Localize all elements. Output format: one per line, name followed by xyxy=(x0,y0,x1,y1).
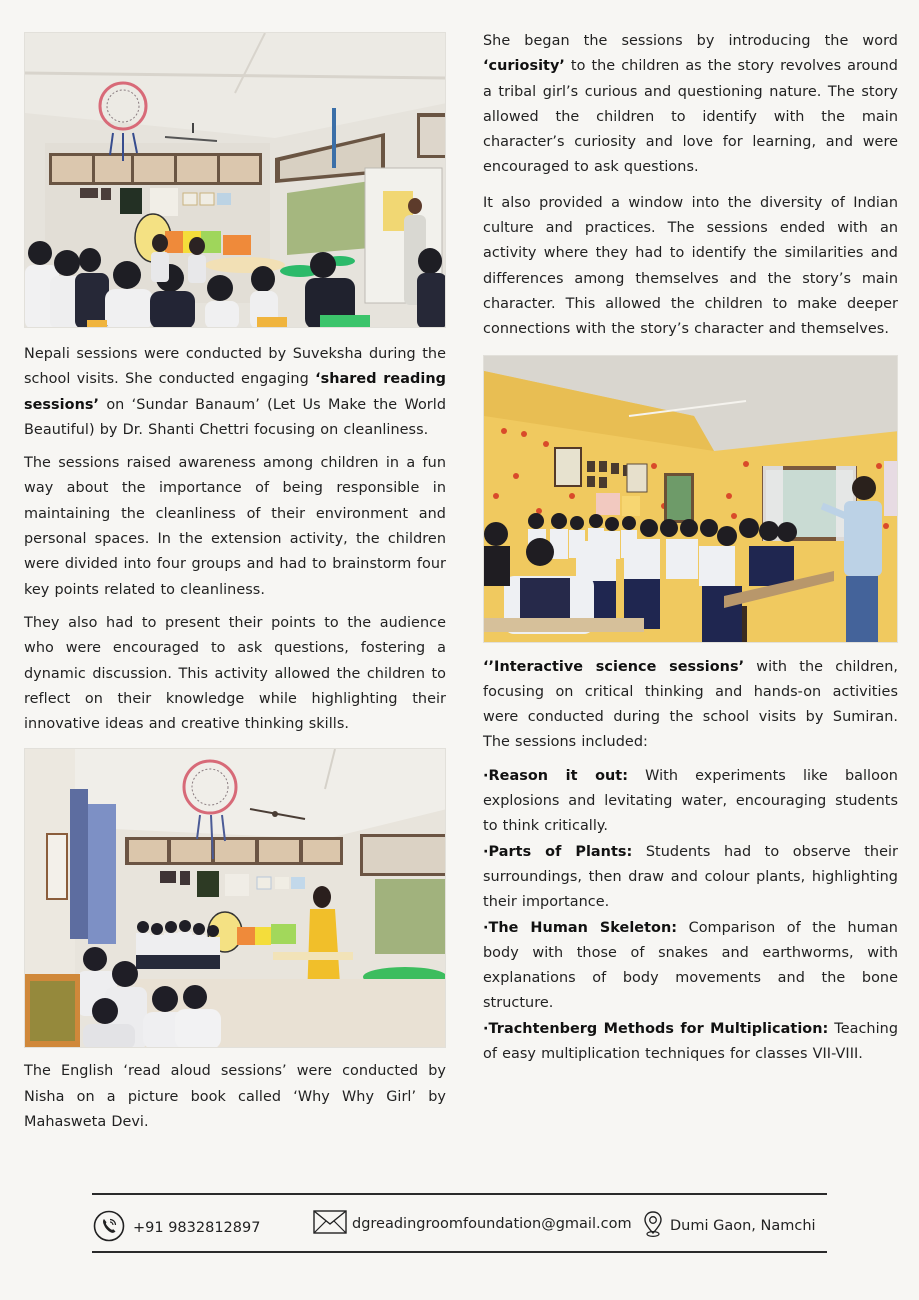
paragraph-english-sessions: The English ‘read aloud sessions’ were conducted by Nisha on a picture book called ‘Why Why Girl’ by Mahasweta Devi. xyxy=(24,1063,446,1131)
classroom-scene-1 xyxy=(25,33,446,328)
paragraph-diversity: It also provided a window into the diversity of Indian culture and practices. The sessions ended with an activity where they had to identify the similarities and differences among themselves and the story’s main character. This allowed the children to make deeper connections with the story’s character and themselves. xyxy=(483,194,898,338)
bold-word-curiosity: ‘curiosity’ xyxy=(483,58,565,75)
classroom-scene-2 xyxy=(25,749,446,1048)
footer-email[interactable] xyxy=(313,1210,632,1238)
paragraph-awareness: The sessions raised awareness among children in a fun way about the importance of being responsible in maintaining the cleanliness of their environment and personal spaces. In the extension activity, the children were divided into four groups and had to brainstorm four key points related to cleanliness. xyxy=(24,455,446,598)
footer-location xyxy=(642,1210,816,1242)
text: to the children as the story revolves around a tribal girl’s curious and questioning nature. The story allowed the children to identify with the main character’s curiosity and love for learning, and were encouraged to ask questions. xyxy=(483,58,898,176)
photo-science-session xyxy=(483,355,898,643)
bold-phrase-interactive-science: ‘’Interactive science sessions’ xyxy=(483,658,745,675)
location-text: Dumi Gaon, Namchi xyxy=(670,1218,816,1234)
bullet-title: ·The Human Skeleton: xyxy=(483,919,678,936)
paragraph-curiosity xyxy=(483,29,898,181)
text: She began the sessions by introducing the word xyxy=(483,33,898,49)
classroom-scene-3 xyxy=(484,356,898,643)
left-column xyxy=(24,32,446,1135)
bullet-human-skeleton xyxy=(483,916,898,1017)
paragraph-present-points: They also had to present their points to the audience who were encouraged to ask questions, fostering a dynamic discussion. This activity allowed the children to reflect on their knowledge while highlighting their innovative ideas and creative thinking skills. xyxy=(24,614,446,733)
paragraph-nepali-sessions xyxy=(24,342,446,443)
bullet-title: ·Reason it out: xyxy=(483,767,629,784)
bullet-text: Comparison of the human body with those of snakes and earthworms, with explanations of body movements and the bone structure. xyxy=(483,919,898,1012)
bullet-text: With experiments like balloon explosions and levitating water, encouraging students to think critically. xyxy=(483,767,898,835)
location-pin-icon xyxy=(642,1210,664,1242)
bullet-parts-of-plants xyxy=(483,840,898,916)
footer-phone[interactable] xyxy=(93,1210,260,1246)
bold-phrase-shared-reading: ‘shared reading sessions’ xyxy=(24,371,446,413)
text: Nepali sessions were conducted by Suveksha during the school visits. She conducted engaging xyxy=(24,346,446,388)
bullet-title: ·Trachtenberg Methods for Multiplication: xyxy=(483,1020,829,1037)
paragraph-science-sessions xyxy=(483,655,898,756)
text: with the children, focusing on critical thinking and hands-on activities were conducted during the school visits by Sumiran. The sessions included: xyxy=(483,658,898,751)
bullet-text: Teaching of easy multiplication techniques for classes VII-VIII. xyxy=(483,1020,899,1063)
footer-bottom-rule xyxy=(92,1251,827,1253)
photo-english-session xyxy=(24,748,446,1048)
mail-icon xyxy=(313,1210,347,1238)
phone-number: +91 9832812897 xyxy=(133,1220,261,1236)
footer-top-rule xyxy=(92,1193,827,1195)
bullet-trachtenberg xyxy=(483,1017,898,1068)
photo-nepali-session xyxy=(24,32,446,328)
email-address: dgreadingroomfoundation@gmail.com xyxy=(352,1216,632,1232)
text: on ‘Sundar Banaum’ (Let Us Make the World Beautiful) by Dr. Shanti Chettri focusing on cleanliness. xyxy=(24,396,446,438)
session-bullet-list xyxy=(483,764,898,1068)
bullet-title: ·Parts of Plants: xyxy=(483,843,633,860)
bullet-text: Students had to observe their surroundings, then draw and colour plants, highlighting their importance. xyxy=(483,843,898,911)
bullet-reason-it-out xyxy=(483,764,898,840)
right-column xyxy=(483,32,898,1067)
phone-icon xyxy=(93,1210,125,1246)
